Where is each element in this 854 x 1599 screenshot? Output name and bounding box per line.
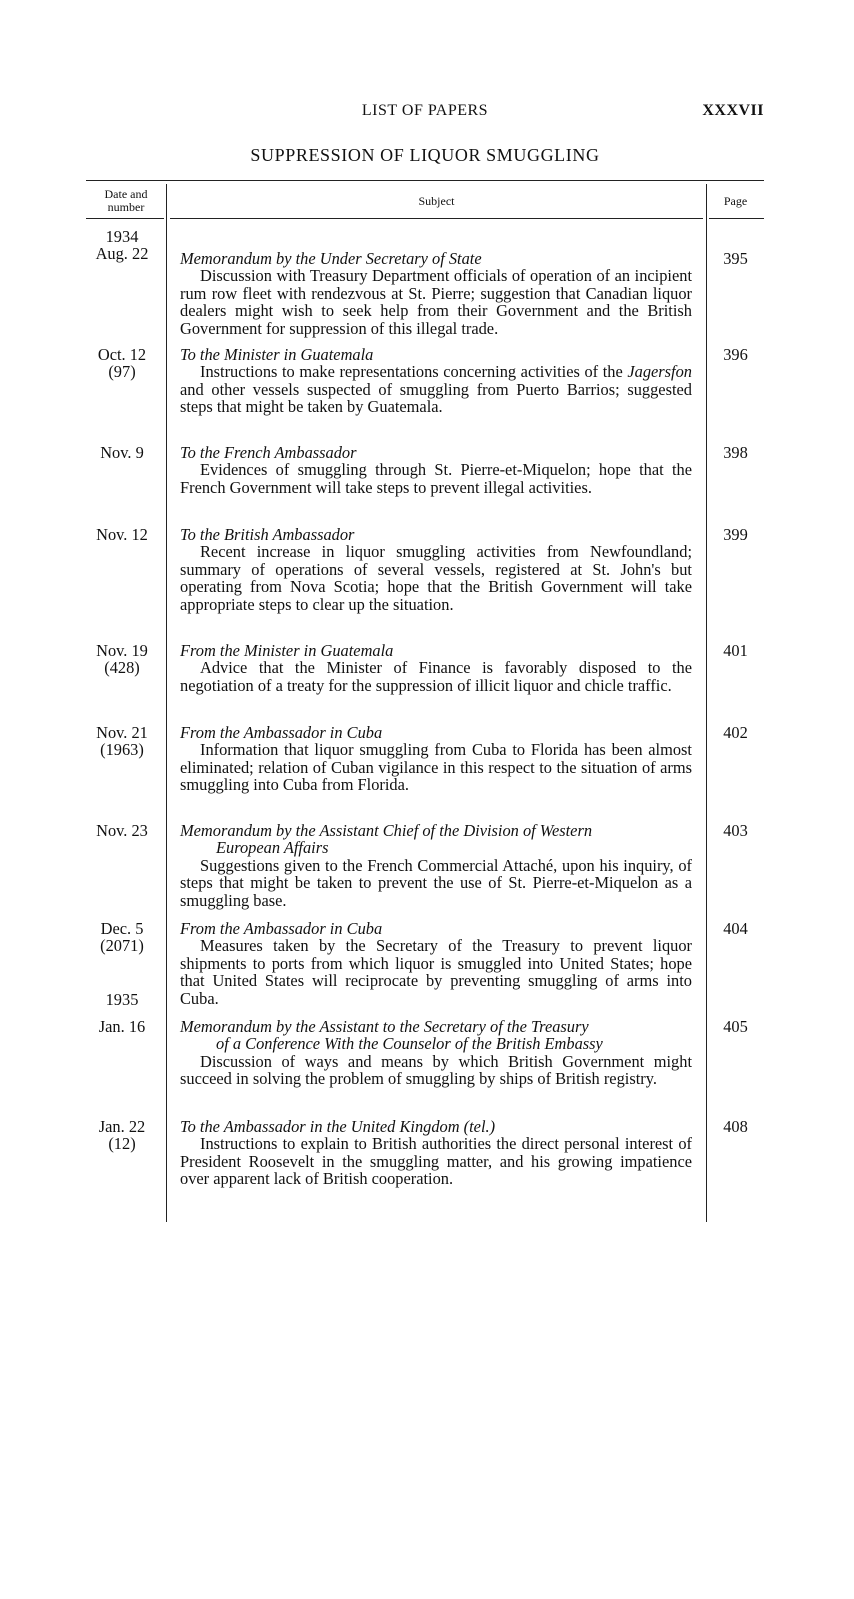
entry-subject: [180, 346, 692, 416]
entry-summary: Measures taken by the Secretary of the Treasury to prevent liquor shipments to ports from which liquor is smuggled into United States; hope that United States will reciprocate by preventing smuggling of arms into Cuba.: [180, 936, 692, 1008]
entry-number: (428): [104, 658, 140, 678]
table-row: [86, 444, 764, 526]
table-row: [86, 822, 764, 920]
entry-number: (97): [108, 362, 136, 382]
table-row: [86, 228, 764, 346]
entry-addressee-continued: of a Conference With the Counselor of the British Embassy: [216, 1034, 603, 1054]
entry-page: 404: [723, 919, 748, 938]
entry-page: 402: [723, 723, 748, 742]
entry-subject: [180, 526, 692, 613]
entry-page: 405: [723, 1017, 748, 1036]
header-page: Page: [723, 194, 748, 208]
entry-page: 395: [723, 249, 748, 268]
summary-text: Instructions to make representations concerning activities of the: [200, 362, 628, 382]
entry-day: Nov. 9: [100, 443, 144, 462]
table-row: [86, 724, 764, 822]
entry-subject: [180, 642, 692, 694]
entry-addressee-continued: European Affairs: [216, 838, 329, 858]
table-row: [86, 920, 764, 1018]
table-row: [86, 526, 764, 642]
entry-day: Nov. 23: [96, 821, 148, 840]
entry-addressee: To the Minister in Guatemala: [180, 345, 374, 364]
vessel-name: Jagersfon: [627, 362, 692, 382]
entry-day: Dec. 5: [100, 919, 144, 938]
entry-date: [86, 920, 158, 1008]
entry-page: 403: [723, 821, 748, 840]
entry-date: [86, 724, 158, 759]
entry-date: [86, 642, 158, 677]
folio-number: XXXVII: [702, 102, 764, 119]
entry-day: Nov. 19: [96, 641, 148, 660]
header-date-line2: number: [107, 200, 145, 214]
entry-date: [86, 228, 158, 263]
entry-summary: Evidences of smuggling through St. Pierre-et-Miquelon; hope that the French Government will take steps to prevent illegal activities.: [180, 460, 692, 497]
running-title: LIST OF PAPERS: [361, 102, 489, 119]
entry-day: Jan. 16: [98, 1017, 146, 1036]
entry-summary: Instructions to explain to British authorities the direct personal interest of President Roosevelt in the smuggling matter, and his growing impatience over apparent lack of British cooperation.: [180, 1134, 692, 1189]
entry-day: Oct. 12: [97, 345, 147, 364]
header-rule-subject: [170, 218, 703, 219]
entry-number: (2071): [100, 936, 144, 956]
table-row: [86, 1018, 764, 1118]
table-row: [86, 346, 764, 444]
entry-summary: Recent increase in liquor smuggling activities from Newfoundland; summary of operations of several vessels, registered at St. John's but operating from Nova Scotia; hope that the British Government will take appropriate steps to clear up the situation.: [180, 542, 692, 614]
entry-addressee: From the Ambassador in Cuba: [180, 723, 383, 742]
entry-summary: Suggestions given to the French Commercial Attaché, upon his inquiry, of steps that might be taken to prevent the use of St. Pierre-et-Miquelon as a smuggling base.: [180, 855, 692, 910]
entry-date: [86, 346, 158, 381]
header-date-number: [86, 188, 166, 214]
table-row: [86, 642, 764, 724]
entry-subject: [180, 1118, 692, 1188]
entry-summary: Information that liquor smuggling from Cuba to Florida has been almost eliminated; relation of Cuban vigilance in this respect to the situation of arms smuggling into Cuba from Florida.: [180, 740, 692, 795]
running-head: [86, 102, 764, 124]
entry-page: 399: [723, 525, 748, 544]
entry-addressee: Memorandum by the Assistant Chief of the Division of Western: [180, 821, 593, 840]
entry-year: 1935: [105, 989, 139, 1009]
entry-subject: [180, 920, 692, 1007]
table-row: [86, 1118, 764, 1208]
entries-list: [86, 228, 764, 1208]
entry-addressee: Memorandum by the Assistant to the Secretary of the Treasury: [180, 1017, 589, 1036]
entry-summary: Discussion of ways and means by which British Government might succeed in solving the problem of smuggling by ships of British registry.: [180, 1051, 692, 1089]
entry-day: Aug. 22: [95, 244, 149, 264]
entry-year: 1934: [105, 227, 139, 246]
entry-date: [86, 526, 158, 543]
entry-subject: [180, 822, 692, 909]
entry-addressee: Memorandum by the Under Secretary of State: [180, 249, 482, 268]
entry-page: 398: [723, 443, 748, 462]
entry-summary: Discussion with Treasury Department officials of operation of an incipient rum row fleet with rendezvous at St. Pierre; suggestion that Canadian liquor dealers might wish to seek help from their Government and the British Government for suppression of this illegal trade.: [180, 266, 692, 338]
entry-addressee: To the Ambassador in the United Kingdom (tel.): [180, 1117, 496, 1136]
entry-date: [86, 1018, 158, 1035]
table-header: [86, 184, 764, 218]
entry-subject: [180, 228, 692, 337]
entry-date: [86, 822, 158, 839]
entry-addressee: To the French Ambassador: [180, 443, 357, 462]
entry-addressee: From the Minister in Guatemala: [180, 641, 394, 660]
entry-number: (12): [108, 1134, 136, 1154]
header-rule-date: [86, 218, 164, 219]
entry-subject: [180, 724, 692, 794]
entry-date: [86, 1118, 158, 1153]
entry-summary: Advice that the Minister of Finance is favorably disposed to the negotiation of a treaty for the suppression of illicit liquor and chicle traffic.: [180, 658, 692, 695]
header-date-line1: Date and: [104, 187, 148, 201]
entry-day: Nov. 12: [96, 525, 148, 544]
entry-day: Jan. 22: [98, 1117, 146, 1136]
entry-summary: [180, 363, 692, 415]
entry-subject: [180, 444, 692, 496]
entry-subject: [180, 1018, 692, 1088]
section-title: SUPPRESSION OF LIQUOR SMUGGLING: [250, 145, 600, 165]
summary-text: and other vessels suspected of smuggling from Puerto Barrios; suggested steps that might be taken by Guatemala.: [180, 379, 692, 417]
entry-date: [86, 444, 158, 461]
entry-page: 396: [723, 345, 748, 364]
entry-day: Nov. 21: [96, 723, 148, 742]
entry-addressee: From the Ambassador in Cuba: [180, 919, 383, 938]
entry-number: (1963): [100, 740, 144, 760]
header-subject: Subject: [418, 194, 455, 208]
entry-page: 401: [723, 641, 748, 660]
entry-page: 408: [723, 1117, 748, 1136]
table-top-rule: [86, 180, 764, 181]
entry-addressee: To the British Ambassador: [180, 525, 355, 544]
